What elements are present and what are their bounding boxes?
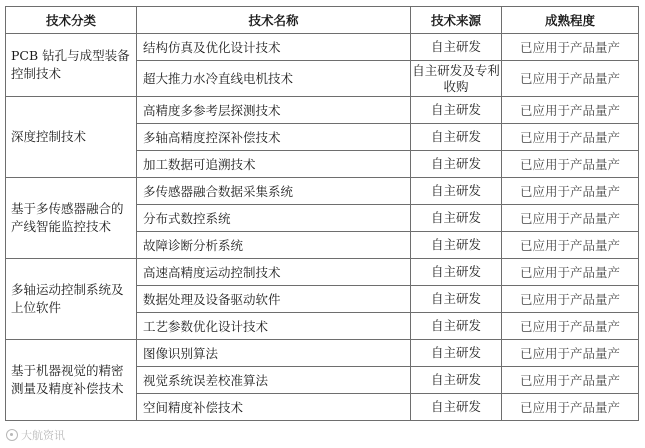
watermark-logo-icon (6, 429, 18, 441)
maturity-cell: 已应用于产品量产 (502, 340, 639, 367)
table-row (6, 340, 639, 367)
table-row (6, 34, 639, 61)
maturity-cell: 已应用于产品量产 (502, 205, 639, 232)
table-row (6, 97, 639, 124)
tech-source-cell: 自主研发 (411, 340, 502, 367)
tech-source-cell: 自主研发 (411, 313, 502, 340)
header-maturity: 成熟程度 (502, 7, 639, 34)
maturity-cell: 已应用于产品量产 (502, 367, 639, 394)
maturity-cell: 已应用于产品量产 (502, 232, 639, 259)
tech-source-cell: 自主研发 (411, 124, 502, 151)
tech-name-cell: 分布式数控系统 (137, 205, 411, 232)
maturity-cell: 已应用于产品量产 (502, 286, 639, 313)
tech-name-cell: 图像识别算法 (137, 340, 411, 367)
technology-table-container (5, 6, 638, 421)
tech-source-cell: 自主研发 (411, 34, 502, 61)
category-cell: 基于机器视觉的精密测量及精度补偿技术 (6, 340, 137, 421)
watermark (6, 427, 65, 443)
maturity-cell: 已应用于产品量产 (502, 34, 639, 61)
tech-source-cell: 自主研发 (411, 151, 502, 178)
maturity-cell: 已应用于产品量产 (502, 313, 639, 340)
category-cell: 深度控制技术 (6, 97, 137, 178)
header-tech-source: 技术来源 (411, 7, 502, 34)
tech-source-cell: 自主研发 (411, 232, 502, 259)
tech-source-cell: 自主研发 (411, 178, 502, 205)
tech-name-cell: 数据处理及设备驱动软件 (137, 286, 411, 313)
tech-name-cell: 加工数据可追溯技术 (137, 151, 411, 178)
tech-name-cell: 超大推力水冷直线电机技术 (137, 61, 411, 97)
tech-source-cell: 自主研发 (411, 205, 502, 232)
table-row (6, 178, 639, 205)
maturity-cell: 已应用于产品量产 (502, 151, 639, 178)
maturity-cell: 已应用于产品量产 (502, 394, 639, 421)
table-row (6, 259, 639, 286)
category-cell: PCB 钻孔与成型装备控制技术 (6, 34, 137, 97)
maturity-cell: 已应用于产品量产 (502, 97, 639, 124)
tech-name-cell: 视觉系统误差校准算法 (137, 367, 411, 394)
table-header-row (6, 7, 639, 34)
header-tech-name: 技术名称 (137, 7, 411, 34)
maturity-cell: 已应用于产品量产 (502, 124, 639, 151)
maturity-cell: 已应用于产品量产 (502, 61, 639, 97)
tech-name-cell: 多传感器融合数据采集系统 (137, 178, 411, 205)
tech-name-cell: 故障诊断分析系统 (137, 232, 411, 259)
header-category: 技术分类 (6, 7, 137, 34)
technology-table (5, 6, 639, 421)
tech-name-cell: 工艺参数优化设计技术 (137, 313, 411, 340)
watermark-text: 大航资讯 (21, 429, 65, 442)
tech-name-cell: 高精度多参考层探测技术 (137, 97, 411, 124)
maturity-cell: 已应用于产品量产 (502, 259, 639, 286)
tech-source-cell: 自主研发 (411, 259, 502, 286)
tech-name-cell: 多轴高精度控深补偿技术 (137, 124, 411, 151)
tech-source-cell: 自主研发 (411, 394, 502, 421)
tech-name-cell: 结构仿真及优化设计技术 (137, 34, 411, 61)
category-cell: 基于多传感器融合的产线智能监控技术 (6, 178, 137, 259)
tech-source-cell: 自主研发 (411, 286, 502, 313)
tech-source-cell: 自主研发 (411, 97, 502, 124)
maturity-cell: 已应用于产品量产 (502, 178, 639, 205)
tech-source-cell: 自主研发 (411, 367, 502, 394)
category-cell: 多轴运动控制系统及上位软件 (6, 259, 137, 340)
tech-name-cell: 空间精度补偿技术 (137, 394, 411, 421)
tech-name-cell: 高速高精度运动控制技术 (137, 259, 411, 286)
tech-source-cell: 自主研发及专利收购 (411, 61, 502, 97)
